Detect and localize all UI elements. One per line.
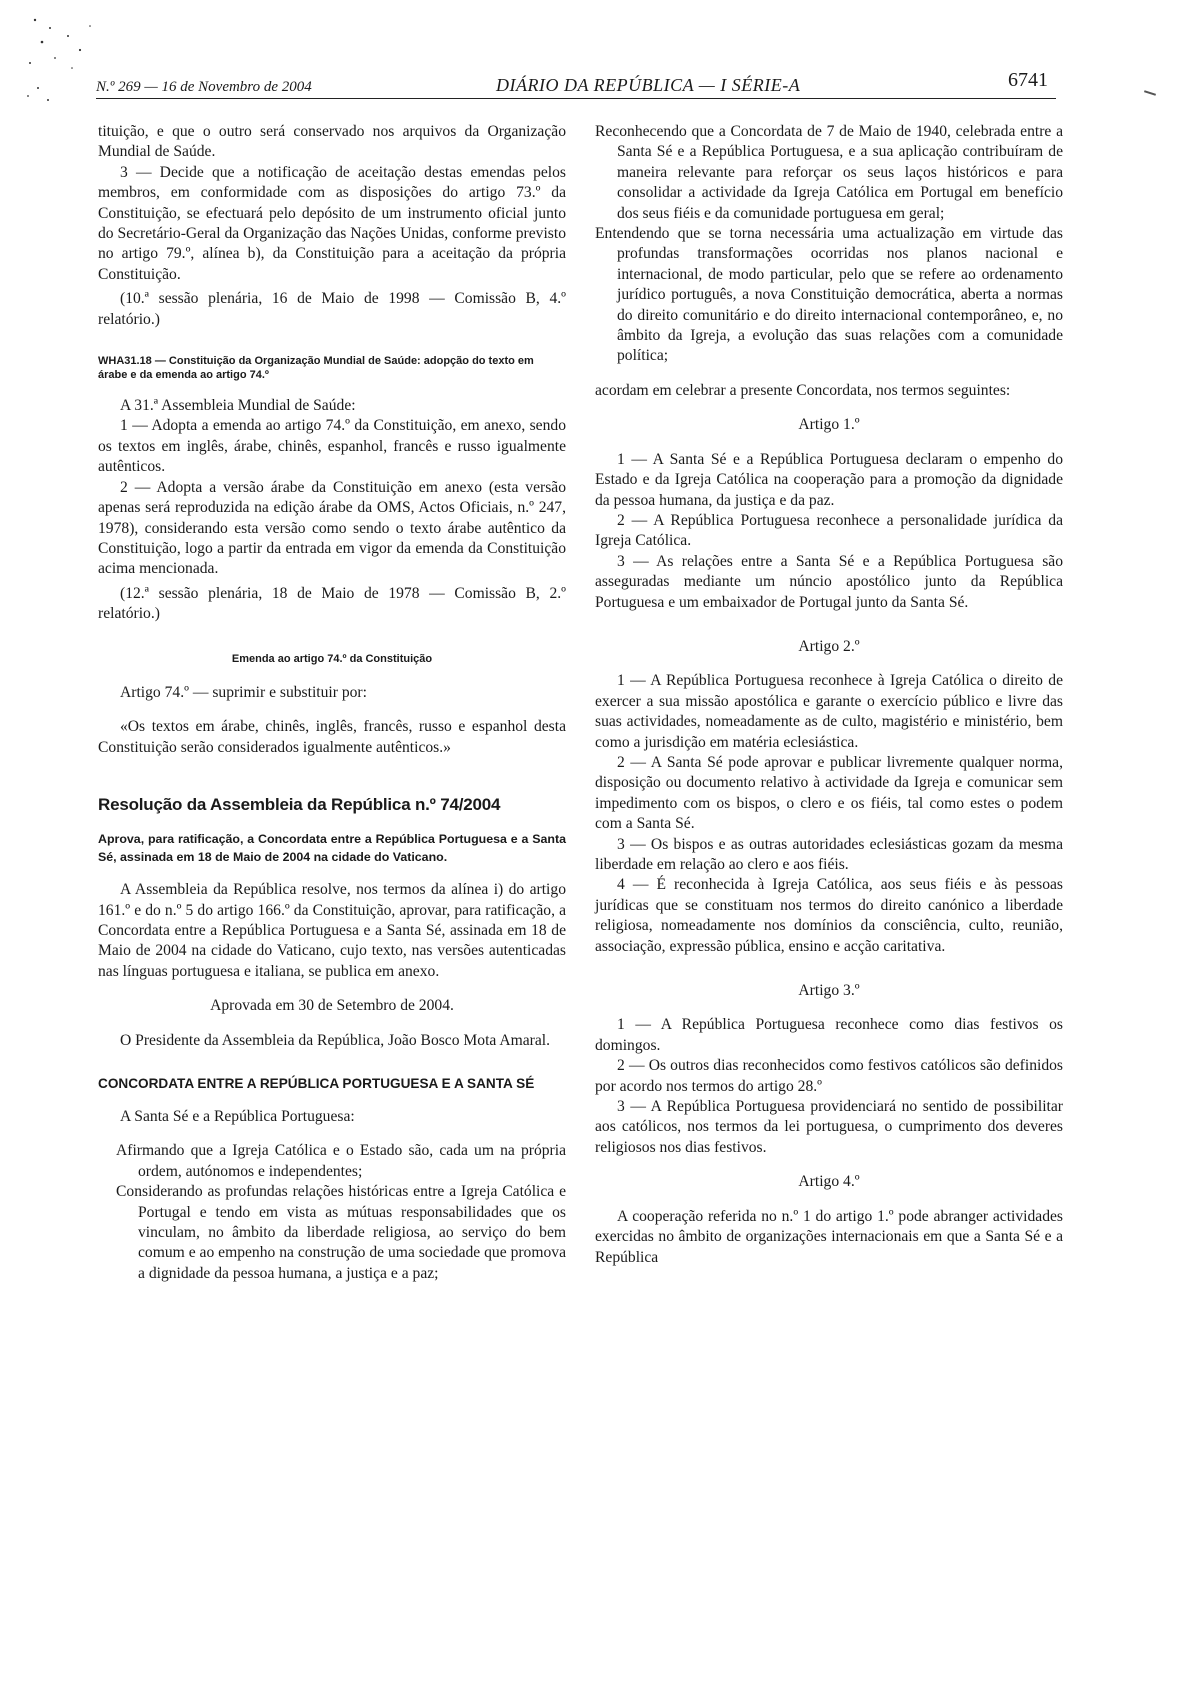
paragraph: tituição, e que o outro será conservado nos arquivos da Organização Mundial de Saúde.: [98, 123, 566, 161]
article-heading: Artigo 1.º: [798, 416, 860, 434]
page-header: [96, 68, 1056, 99]
paragraph: 3 — Decide que a notificação de aceitação destas emendas pelos membros, em conformidade com as disposições do artigo 73.º da Constituição, se efectuará pelo depósito de um instrumento oficial junto do Secretário-Geral da Organização das Nações Unidas, conforme previsto no artigo 79.º, alínea b), da Constituição para a aceitação da própria Constituição.: [98, 163, 566, 283]
approval-date: Aprovada em 30 de Setembro de 2004.: [210, 997, 454, 1015]
paragraph: 3 — As relações entre a Santa Sé e a República Portuguesa são asseguradas mediante um núncio apostólico junto da República Portuguesa e um embaixador de Portugal junto da Santa Sé.: [595, 552, 1063, 611]
article-heading: Artigo 3.º: [798, 982, 860, 1000]
section-heading: Emenda ao artigo 74.º da Constituição: [231, 652, 433, 665]
paragraph: 1 — Adopta a emenda ao artigo 74.º da Constituição, em anexo, sendo os textos em inglês, árabe, chinês, espanhol, francês e russo igualmente autênticos.: [98, 417, 566, 476]
paragraph: A 31.ª Assembleia Mundial de Saúde:: [120, 397, 356, 415]
issue-info: N.º 269 — 16 de Novembro de 2004: [96, 79, 312, 95]
article-heading: Artigo 2.º: [798, 637, 860, 655]
preamble-item: Entendendo que se torna necessária uma actualização em virtude das profundas transformações ocorridas nos planos nacional e internacional, de modo particular, pelo que se refere ao ordenamento jurídico português, a nova Constituição democrática, aberta a normas do direito comunitário e do direito internacional contemporâneo, e, no âmbito da Igreja, a evolução das suas relações com a comunidade política;: [595, 225, 1063, 365]
paragraph: 2 — A Santa Sé pode aprovar e publicar livremente qualquer norma, disposição ou documento relativo à actividade da Igreja e comunicar sem impedimento com os bispos, o clero e os fiéis, tal como estes o podem com a Santa Sé.: [595, 753, 1063, 833]
left-column: [98, 122, 566, 1284]
paragraph: A Santa Sé e a República Portuguesa:: [120, 1108, 355, 1125]
paragraph: 3 — A República Portuguesa providenciará no sentido de possibilitar aos católicos, nos termos da lei portuguesa, o cumprimento dos deveres religiosos nos dias festivos.: [595, 1098, 1063, 1156]
paragraph: A Assembleia da República resolve, nos termos da alínea i) do artigo 161.º e do n.º 5 do artigo 166.º da Constituição, aprovar, para ratificação, a Concordata entre a República Portuguesa e a Santa Sé, assinada em 18 de Maio de 2004 na cidade do Vaticano, cujo texto, nas versões autenticadas nas línguas portuguesa e italiana, se publica em anexo.: [98, 881, 566, 980]
preamble-item: Considerando as profundas relações históricas entre a Igreja Católica e Portugal e tendo em vista as mútuas responsabilidades que os vinculam, no âmbito da liberdade religiosa, ao serviço do bem comum e ao empenho na construção de uma sociedade que promova a dignidade da pessoa humana, a justiça e a paz;: [116, 1183, 566, 1282]
paragraph: acordam em celebrar a presente Concordata, nos termos seguintes:: [595, 381, 1011, 399]
paragraph: 2 — A República Portuguesa reconhece a personalidade jurídica da Igreja Católica.: [595, 511, 1063, 550]
preamble-item: Reconhecendo que a Concordata de 7 de Maio de 1940, celebrada entre a Santa Sé e a República Portuguesa, e a sua aplicação contribuíram de maneira relevante para reforçar os seus laços históricos e para consolidar a actividade da Igreja Católica em Portugal em benefício dos seus fiéis e da comunidade portuguesa em geral;: [595, 123, 1063, 222]
paragraph: 2 — Adopta a versão árabe da Constituição em anexo (esta versão apenas será reproduzida na edição árabe da OMS, Actos Oficiais, n.º 247, 1978), considerando esta versão como sendo o texto árabe autêntico da Constituição, logo a partir da entrada em vigor da emenda da Constituição acima mencionada.: [98, 478, 566, 578]
paragraph: A cooperação referida no n.º 1 do artigo 1.º pode abranger actividades exercidas no âmbito de organizações internacionais em que a Santa Sé e a República: [595, 1207, 1063, 1266]
session-note: (12.ª sessão plenária, 18 de Maio de 1978 — Comissão B, 2.º relatório.): [98, 584, 566, 623]
paragraph: 2 — Os outros dias reconhecidos como festivos católicos são definidos por acordo nos termos do artigo 28.º: [595, 1057, 1063, 1095]
paragraph: 3 — Os bispos e as outras autoridades eclesiásticas gozam da mesma liberdade em relação ao clero e aos fiéis.: [595, 835, 1063, 873]
session-note: (10.ª sessão plenária, 16 de Maio de 1998 — Comissão B, 4.º relatório.): [98, 290, 566, 328]
concordata-title: CONCORDATA ENTRE A REPÚBLICA PORTUGUESA E A SANTA SÉ: [98, 1076, 535, 1091]
paragraph: 1 — A Santa Sé e a República Portuguesa declaram o empenho do Estado e da Igreja Católica na cooperação para a promoção da dignidade da pessoa humana, da justiça e da paz.: [595, 450, 1063, 509]
page-number: 6741: [1008, 69, 1048, 91]
journal-title: DIÁRIO DA REPÚBLICA — I SÉRIE-A: [496, 75, 801, 95]
signature-line: O Presidente da Assembleia da República, João Bosco Mota Amaral.: [120, 1031, 551, 1049]
quote-paragraph: «Os textos em árabe, chinês, inglês, francês, russo e espanhol desta Constituição serão considerados igualmente autênticos.»: [98, 718, 566, 756]
paragraph: 4 — É reconhecida à Igreja Católica, aos seus fiéis e às pessoas jurídicas que se constituam nos termos do direito canónico a liberdade religiosa, nomeadamente nos domínios da consciência, culto, reunião, associação, expressão pública, ensino e acção caritativa.: [595, 876, 1063, 955]
paragraph: 1 — A República Portuguesa reconhece como dias festivos os domingos.: [595, 1016, 1063, 1054]
preamble-item: Afirmando que a Igreja Católica e o Estado são, cada um na própria ordem, autónomos e independentes;: [116, 1142, 566, 1180]
right-column: [595, 122, 1063, 1268]
resolution-subtitle: Aprova, para ratificação, a Concordata entre a República Portuguesa e a Santa Sé, assinada em 18 de Maio de 2004 na cidade do Vaticano.: [98, 832, 566, 865]
paragraph: Artigo 74.º — suprimir e substituir por:: [120, 683, 367, 701]
scan-mark: [1144, 90, 1156, 96]
paragraph: 1 — A República Portuguesa reconhece à Igreja Católica o direito de exercer a sua missão apostólica e garante o exercício público e livre das suas actividades, nomeadamente as de culto, magistério e ministério, bem como a jurisdição em matéria eclesiástica.: [595, 672, 1063, 751]
article-heading: Artigo 4.º: [798, 1173, 860, 1191]
section-heading: WHA31.18 — Constituição da Organização Mundial de Saúde: adopção do texto em árabe e da emenda ao artigo 74.º: [98, 355, 534, 382]
resolution-title: Resolução da Assembleia da República n.º 74/2004: [98, 795, 501, 815]
